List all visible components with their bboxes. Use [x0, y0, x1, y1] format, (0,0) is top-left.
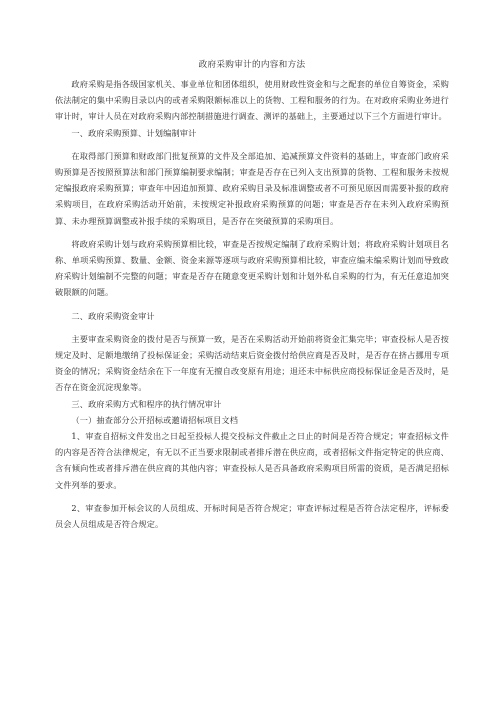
document-page: [55, 58, 449, 532]
body-paragraph-funds: 主要审查采购资金的拨付是否与预算一致，是否在采购活动开始前将资金汇集完毕；审查投标人是否按规定及时、足额地缴纳了投标保证金；采购活动结束后资金拨付给供应商是否及时，是否存在挤占挪用专项资金的情况；采购资金结余在下一年度有无擅自改变原有用途；退还未中标供应商投标保证金是否及时，是否存在资金沉淀现象等。: [55, 333, 449, 393]
section-heading-procedure: 三、政府采购方式和程序的执行情况审计: [71, 398, 222, 409]
body-paragraph-tender-2: 2、审查参加开标会议的人员组成、开标时间是否符合规定；审查评标过程是否符合法定程序，评标委员会人员组成是否符合规定。: [55, 502, 449, 530]
intro-paragraph: 政府采购是指各级国家机关、事业单位和团体组织，使用财政性资金和与之配套的单位自筹资金，采购依法制定的集中采购目录以内的或者采购限额标准以上的货物、工程和服务的行为。在对政府采购业务进行审计时，审计人员在对政府采购内部控制措施进行调查、测评的基础上，主要通过以下三个方面进行审计。: [55, 79, 449, 122]
section-heading-budget: 一、政府采购预算、计划编制审计: [71, 127, 197, 138]
body-paragraph-budget: 在取得部门预算和财政部门批复预算的文件及全部追加、追减预算文件资料的基础上，审查部门政府采购预算是否按照预算法和部门预算编制要求编制；审查是否存在已列入支出预算的货物、工程和服务未按规定编报政府采购预算；审查年中因追加预算、政府采购目录及标准调整或者不可预见原因而需要补报的政府采购项目，在政府采购活动开始前，未按规定补报政府采购预算的问题；审查是否存在未列入政府采购预算、未办理预算调整或补报手续的采购项目，是否存在突破预算的采购项目。: [55, 150, 449, 226]
section-heading-funds: 二、政府采购资金审计: [71, 310, 155, 321]
subsection-heading-tender: （一）抽查部分公开招标或邀请招标项目文档: [71, 414, 239, 425]
document-title: 政府采购审计的内容和方法: [198, 60, 306, 70]
body-paragraph-plan: 将政府采购计划与政府采购预算相比较，审查是否按规定编制了政府采购计划；将政府采购计划项目名称、单项采购预算、数量、金额、资金来源等逐项与政府采购预算相比较，审查应编未编采购计划而导致政府采购计划编制不完整的问题；审查是否存在随意变更采购计划和计划外私自采购的行为，有无任意追加突破限额的问题。: [55, 238, 449, 298]
body-paragraph-tender-1: 1、审查自招标文件发出之日起至投标人提交投标文件截止之日止的时间是否符合规定；审查招标文件的内容是否符合法律规定，有无以不正当要求限制或者排斥潜在供应商，或者招标文件指定特定的供应商、含有倾向性或者排斥潜在供应商的其他内容；审查投标人是否具备政府采购项目所需的资质，是否满足招标文件列举的要求。: [55, 431, 449, 490]
